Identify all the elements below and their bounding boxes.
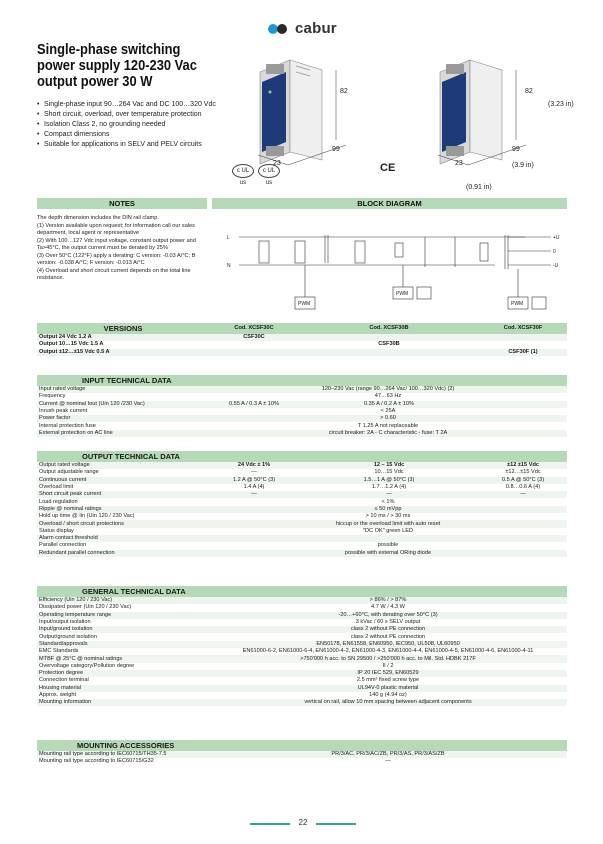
cell-b: 0.35 A / 0.2 A ± 10%	[299, 401, 479, 408]
feature-item: • Suitable for applications in SELV and PELV circuits	[37, 140, 247, 150]
feature-item: • Short circuit, overload, over temperature protection	[37, 110, 247, 120]
row-label: Output/ground isolation	[39, 633, 97, 640]
dim-height-2: 82	[525, 88, 533, 95]
cell-value: > 10 ms / > 30 ms	[365, 513, 411, 520]
cell-b: 12 – 15 Vdc	[299, 462, 479, 469]
row-label: Inrush peak current	[39, 408, 88, 415]
row-label: Continuous current	[37, 477, 209, 484]
row-label: Output ±12…±15 Vdc 0.5 A	[37, 349, 209, 356]
cell-value: 2.5 mm² fixed screw type	[356, 677, 420, 684]
table-row	[37, 542, 567, 549]
table-row	[37, 663, 567, 670]
cell-value: EN50178, EN61558, EN60950, IEC950, UL508, UL60950	[209, 641, 567, 648]
note-item: The depth dimension includes the DIN rail clamp.	[37, 215, 159, 221]
table-row	[37, 619, 567, 626]
table-row	[37, 491, 567, 498]
cell-f	[479, 401, 567, 408]
cell-c: 24 Vdc ± 1%	[209, 462, 299, 469]
general-table	[37, 586, 567, 706]
cell-c: —	[251, 469, 257, 476]
cell-f: 0.5 A @ 50°C (3)	[479, 477, 567, 484]
row-label: Output 24 Vdc 1.2 A	[37, 334, 209, 341]
cell-b: CSF30B	[378, 341, 400, 348]
row-label: Dissipated power (Uin 120 / 230 Vac)	[39, 604, 132, 611]
cell-value: class 2 without PE connection	[350, 633, 426, 640]
dimension-lines	[248, 70, 548, 180]
row-label: Load regulation	[39, 498, 78, 505]
table-row	[37, 401, 567, 408]
row-label: Output rated voltage	[37, 462, 209, 469]
feature-list	[37, 100, 247, 150]
row-label: Input/ground isolation	[37, 626, 209, 633]
cell-f: —	[479, 491, 567, 498]
footer-rule-left	[250, 823, 290, 825]
table-row	[37, 528, 567, 535]
table-row	[37, 626, 567, 633]
cell-b: —	[299, 491, 479, 498]
table-row	[37, 415, 567, 422]
row-label: Output adjustable range	[39, 469, 99, 476]
cell-b: 10…15 Vdc	[374, 469, 404, 476]
cell-value: 47…63 Hz	[374, 393, 402, 400]
brand-logo	[268, 20, 337, 37]
table-row	[37, 633, 567, 640]
row-label: Housing material	[37, 685, 209, 692]
row-label: MTBF @ 25°C @ nominal ratings	[37, 655, 209, 662]
note-item: (3) Over 50°C (122°F) apply a derating: C version: -0.03 A/°C; B version: -0.038 A/°C; F version: -0.013 A/°C	[37, 252, 196, 267]
cell-b: 1.7…1.2 A (4)	[371, 484, 407, 491]
table-row	[37, 520, 567, 527]
page-title: Single-phase switching power supply 120-230 Vac output power 30 W	[37, 41, 197, 90]
table-row	[37, 430, 567, 437]
cell-value: ≤ 50 mVpp	[209, 506, 567, 513]
accessories-table	[37, 740, 567, 766]
table-row	[37, 597, 567, 604]
cell-f: CSF30F (1)	[479, 349, 567, 356]
note-item: (2) With 100…127 Vdc input voltage, constant output power and Ta>45°C, the output current must be derated by 25%	[37, 237, 196, 252]
notes-body	[37, 215, 207, 283]
cabur-logo-icon	[268, 22, 290, 36]
svg-text:0: 0	[553, 249, 556, 255]
row-label: Mounting rail type according to IEC60715/G32	[39, 758, 154, 765]
row-label: Efficiency (Uin 120 / 230 Vac)	[37, 597, 209, 604]
ce-mark-icon: CE	[380, 162, 396, 174]
row-label: Overload / short circuit protections	[37, 520, 209, 527]
versions-header: VERSIONS	[37, 323, 209, 334]
table-row	[37, 685, 567, 692]
row-label: Protection degree	[37, 670, 209, 677]
svg-text:PWM: PWM	[298, 301, 311, 307]
cell-c	[209, 349, 299, 356]
dim-width-2: 23	[455, 160, 463, 167]
row-label: Approx. weight	[39, 692, 77, 698]
dim-depth-in: (3.9 in)	[512, 162, 534, 169]
cell-value: "DC OK" green LED	[363, 527, 413, 534]
svg-text:+U: +U	[553, 235, 560, 241]
table-row	[37, 670, 567, 677]
table-row	[37, 484, 567, 491]
feature-item: • Compact dimensions	[37, 130, 247, 140]
table-row	[37, 506, 567, 513]
row-label: Frequency	[39, 393, 66, 400]
table-row	[37, 513, 567, 520]
table-row	[37, 604, 567, 611]
cell-b	[299, 334, 479, 341]
table-row	[37, 477, 567, 484]
row-label: Status display	[39, 527, 74, 534]
footer-rule-right	[316, 823, 356, 825]
cell-c: 1.4 A (4)	[243, 484, 265, 491]
table-row	[37, 535, 567, 542]
row-label: Short circuit peak current	[37, 491, 209, 498]
table-row	[37, 751, 567, 758]
cell-value: > 0.60	[209, 415, 567, 422]
output-table	[37, 451, 567, 557]
input-table	[37, 375, 567, 437]
dim-width: 23	[273, 160, 281, 167]
cell-value: EN61000-6-2, EN61000-6-4, EN61000-4-2, EN61000-4-3, EN61000-4-4, EN61000-4-5, EN61000-4-6, EN61000-4-11	[242, 648, 534, 655]
row-label: Alarm contact threshold	[37, 535, 209, 542]
cell-value: -20…+60°C, with derating over 50°C (3)	[209, 612, 567, 619]
row-label: Power factor	[37, 415, 209, 422]
cell-value: UL94V-0 plastic material	[209, 685, 567, 692]
cell-value: circuit breaker: 2A - C characteristic - fuse: T 2A	[209, 430, 567, 437]
cell-value: hiccup or the overload limit with auto reset	[209, 520, 567, 527]
cell-value: II / 2	[382, 662, 394, 669]
table-row	[37, 408, 567, 415]
accessories-header: MOUNTING ACCESSORIES	[37, 740, 567, 751]
cell-c: 1.2 A @ 50°C (3)	[209, 477, 299, 484]
table-row	[37, 692, 567, 699]
row-label: EMC Standards	[39, 648, 79, 655]
cell-value	[209, 535, 567, 542]
cell-value: 4.7 W / 4.3 W	[371, 604, 405, 611]
svg-text:L: L	[227, 235, 230, 241]
ul-listed-icon: c UL us	[258, 164, 280, 178]
table-row	[37, 386, 567, 393]
cell-f: ±12…±15 Vdc	[505, 469, 541, 476]
row-label: Internal protection fuse	[39, 422, 96, 429]
ul-recognized-icon: c UL us	[232, 164, 254, 178]
row-label: Output 10…15 Vdc 1.5 A	[39, 341, 104, 348]
row-label: Overload limit	[39, 484, 74, 491]
svg-text:-U: -U	[553, 263, 559, 269]
cell-value: 120–230 Vac (range 90…264 Vac/ 100…320 Vdc) (2)	[209, 386, 567, 393]
table-row	[37, 612, 567, 619]
cell-f: 0.8…0.6 A (4)	[505, 484, 541, 491]
row-label: External protection on AC line	[37, 430, 209, 437]
row-label: Hold up time @ Iin (Uin 120 / 230 Vac)	[39, 513, 135, 520]
cell-c: —	[209, 491, 299, 498]
general-header: GENERAL TECHNICAL DATA	[37, 586, 567, 597]
dim-height-in: (3.23 in)	[548, 101, 574, 108]
cell-value: T 1,25 A not replaceable	[357, 422, 419, 429]
row-label: Input rated voltage	[37, 386, 209, 393]
cell-value: possible with external ORing diode	[209, 550, 567, 557]
block-diagram-header: BLOCK DIAGRAM	[212, 198, 567, 209]
cell-c: 0.55 A / 0.3 A ± 10%	[209, 401, 299, 408]
notes-header: NOTES	[37, 198, 207, 209]
row-label: Overvoltage category/Pollution degree	[39, 662, 135, 669]
cell-value: IP 20 IEC 529, EN60529	[209, 670, 567, 677]
table-row	[37, 648, 567, 655]
table-row	[37, 641, 567, 648]
cell-value: possible	[377, 542, 399, 549]
cell-c	[209, 341, 299, 348]
col-code-b: Cod. XCSF30B	[299, 323, 479, 334]
cell-value: PR/3/AC, PR/3/AC/ZB, PR/3/AS, PR/3/AS/ZB	[209, 751, 567, 758]
row-label: Redundant parallel connection	[37, 550, 209, 557]
row-label: Parallel connection	[39, 542, 87, 549]
cell-f	[479, 334, 567, 341]
table-row	[37, 677, 567, 684]
cell-value: —	[385, 758, 391, 765]
cell-value: < 1%	[381, 498, 395, 505]
row-label: Current @ nominal Iout (Uin 120 /230 Vac)	[37, 401, 209, 408]
row-label: Mounting rail type according to IEC60715/TH35-7.5	[37, 751, 209, 758]
table-row	[37, 758, 567, 765]
table-row	[37, 498, 567, 505]
note-item: (4) Overload and short circuit current depends on the total line resistance.	[37, 268, 191, 282]
table-row	[37, 422, 567, 429]
row-label: Connection terminal	[39, 677, 89, 684]
table-row	[37, 341, 567, 348]
cell-value: >750'000 h acc. to SN 29500 / >250'000 h acc. to Mil. Std. HDBK 217F	[209, 655, 567, 662]
cell-value: 140 g (4.94 oz)	[369, 692, 407, 698]
table-row	[37, 462, 567, 469]
versions-table	[37, 323, 567, 356]
dim-height: 82	[340, 88, 348, 95]
table-row	[37, 550, 567, 557]
output-header: OUTPUT TECHNICAL DATA	[37, 451, 567, 462]
row-label: Operating temperature range	[37, 612, 209, 619]
row-label: Input/output isolation	[39, 619, 91, 626]
cell-value: 3 kVac / 60 s SELV output	[355, 619, 421, 626]
dim-width-in: (0.91 in)	[466, 184, 492, 191]
block-diagram	[225, 215, 565, 315]
cell-b	[299, 349, 479, 356]
dim-depth-2: 99	[512, 146, 520, 153]
cell-b: 1.5…1 A @ 50°C (3)	[299, 477, 479, 484]
cell-f	[479, 341, 567, 348]
col-code-c: Cod. XCSF30C	[209, 323, 299, 334]
table-row	[37, 655, 567, 662]
note-item: (1) Version available upon request; for information call our sales department, local agent or representative	[37, 222, 195, 237]
feature-item: • Isolation Class 2, no grounding needed	[37, 120, 247, 130]
svg-text:N: N	[227, 263, 231, 269]
brand-name: cabur	[295, 20, 337, 37]
col-code-f: Cod. XCSF30F	[479, 323, 567, 334]
cell-value: < 25A	[380, 408, 396, 415]
table-row	[37, 334, 567, 341]
svg-text:PWM: PWM	[511, 301, 524, 307]
dim-depth: 99	[332, 146, 340, 153]
feature-item: • Single-phase input 90…264 Vac and DC 100…320 Vdc	[37, 100, 247, 110]
svg-text:PWM: PWM	[396, 291, 409, 297]
row-label: Ripple @ nominal ratings	[37, 506, 209, 513]
cell-c: CSF30C	[209, 334, 299, 341]
table-row	[37, 469, 567, 476]
row-label: Mounting information	[37, 699, 209, 706]
table-row	[37, 699, 567, 706]
table-row	[37, 349, 567, 356]
cell-f: ±12 ±15 Vdc	[479, 462, 567, 469]
cell-value: class 2 without PE connection	[209, 626, 567, 633]
page-number: 22	[292, 818, 314, 827]
input-header: INPUT TECHNICAL DATA	[37, 375, 567, 386]
cell-value: > 86% / > 87%	[209, 597, 567, 604]
row-label: Standard/approvals	[37, 641, 209, 648]
table-row	[37, 393, 567, 400]
cell-value: vertical on rail, allow 10 mm spacing between adjacent components	[209, 699, 567, 706]
